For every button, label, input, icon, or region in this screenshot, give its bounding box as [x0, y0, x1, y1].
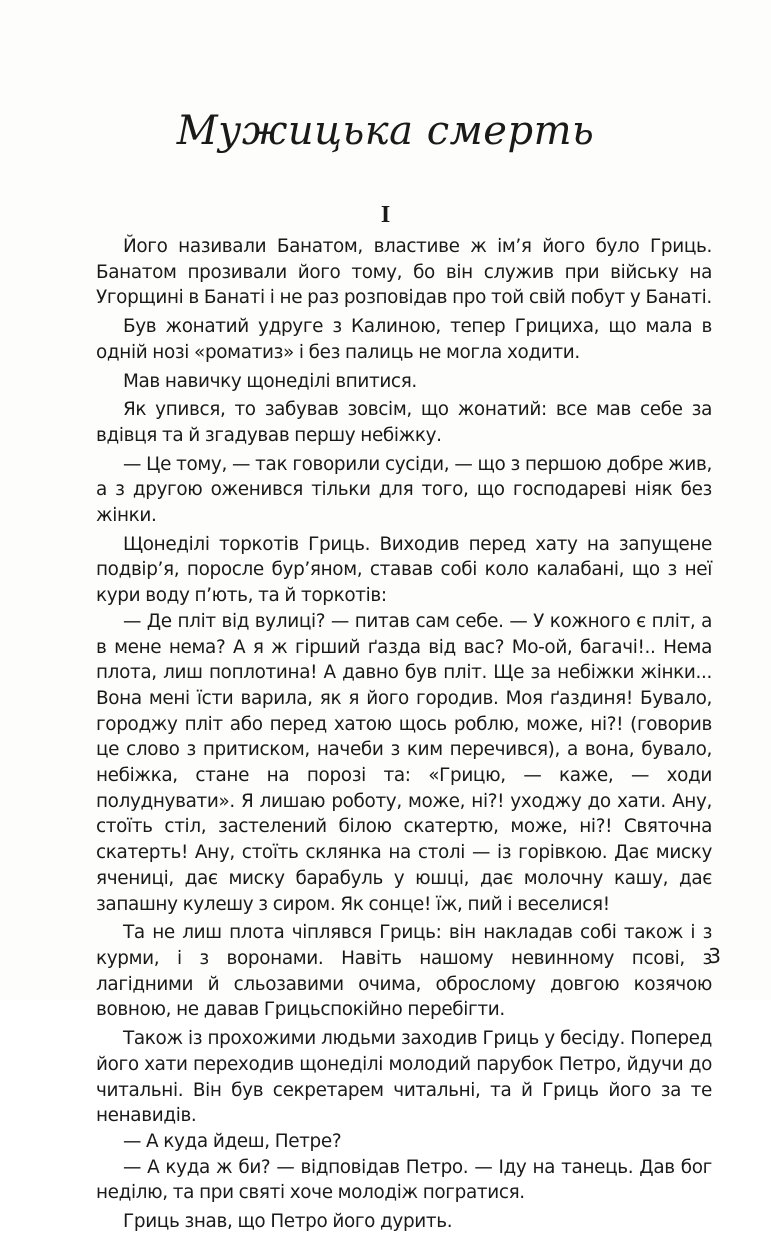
paragraph: — Де пліт від вулиці? — питав сам себе. — У кожного є пліт, а в мене нема? А я ж гірший ґазда від вас? Мо-ой, багачі!.. Нема плота, лиш поплотина! А давно був пліт. Ще за небіжки жінки... Вона мені їсти варила, як я його городив. Моя ґаздиня! Бувало, городжу пліт або перед хатою щось роблю, може, ні?! (говорив це слово з притиском, начеби з ким перечився), а вона, бувало, небіжка, стане на порозі та: «Грицю, — каже, — ходи полуднувати». Я лишаю роботу, може, ні?! уходжу до хати. Ану, стоїть стіл, застелений білою скатертю, може, ні?! Святочна скатерть! Ану, стоїть склянка на столі — із горівкою. Дає миску ячениці, дає миску барабуль у юшці, дає молочну кашу, дає запашну кулешу з сиром. Як сонце! їж, пий і веселися! — [96, 610, 712, 915]
paragraph: Також із прохожими людьми заходив Гриць у бесіду. Поперед його хати переходив щонеділі молодий парубок Петро, йдучи до читальні. Він був секретарем читальні, та й Гриць його за те ненавидів. — [96, 1028, 712, 1127]
paragraph: Та не лиш плота чіплявся Гриць: він накладав собі також і з курми, і з воронами. Навіть нашому невинному псові, з лагідними й сльозавими очима, оброслому довгою козячою вовною, не давав Грицьспокійно перебігти. — [96, 922, 712, 1021]
paragraph: Його називали Банатом, властиве ж ім’я його було Гриць. Банатом прозивали його тому, бо він служив при війську на Угорщині в Банаті і не раз розповідав про той свій побут у Банаті. — [96, 236, 712, 309]
story-title: Мужицька смерть — [176, 108, 595, 154]
chapter-number: I — [380, 202, 391, 228]
paragraph: — А куда ж би? — відповідав Петро. — Іду на танець. Дав бог неділю, та при святі хоче молодіж погратися. — [96, 1156, 712, 1204]
story-body — [96, 234, 712, 1235]
paragraph: Гриць знав, що Петро його дурить. — [123, 1211, 453, 1233]
paragraph: — Це тому, — так говорили сусіди, — що з першою добре жив, а з другою оженився тільки для того, що господареві ніяк без жінки. — [96, 453, 712, 527]
paragraph: Як упився, то забував зовсім, що жонатий: все мав себе за вдівця та й згадував першу небіжку. — [96, 399, 712, 446]
paragraph: Був жонатий удруге з Калиною, тепер Грициха, що мала в одній нозі «роматиз» і без палиць не могла ходити. — [96, 316, 712, 363]
paragraph: Щонеділі торкотів Гриць. Виходив перед хату на запущене подвір’я, поросле бур’яном, ставав собі коло калабані, що з неї кури воду п’ють, та й торкотів: — [96, 533, 712, 607]
paragraph: Мав навичку щонеділі впитися. — [123, 370, 417, 392]
paragraph: — А куда йдеш, Петре? — [123, 1130, 342, 1152]
page-number: 3 — [708, 944, 721, 968]
